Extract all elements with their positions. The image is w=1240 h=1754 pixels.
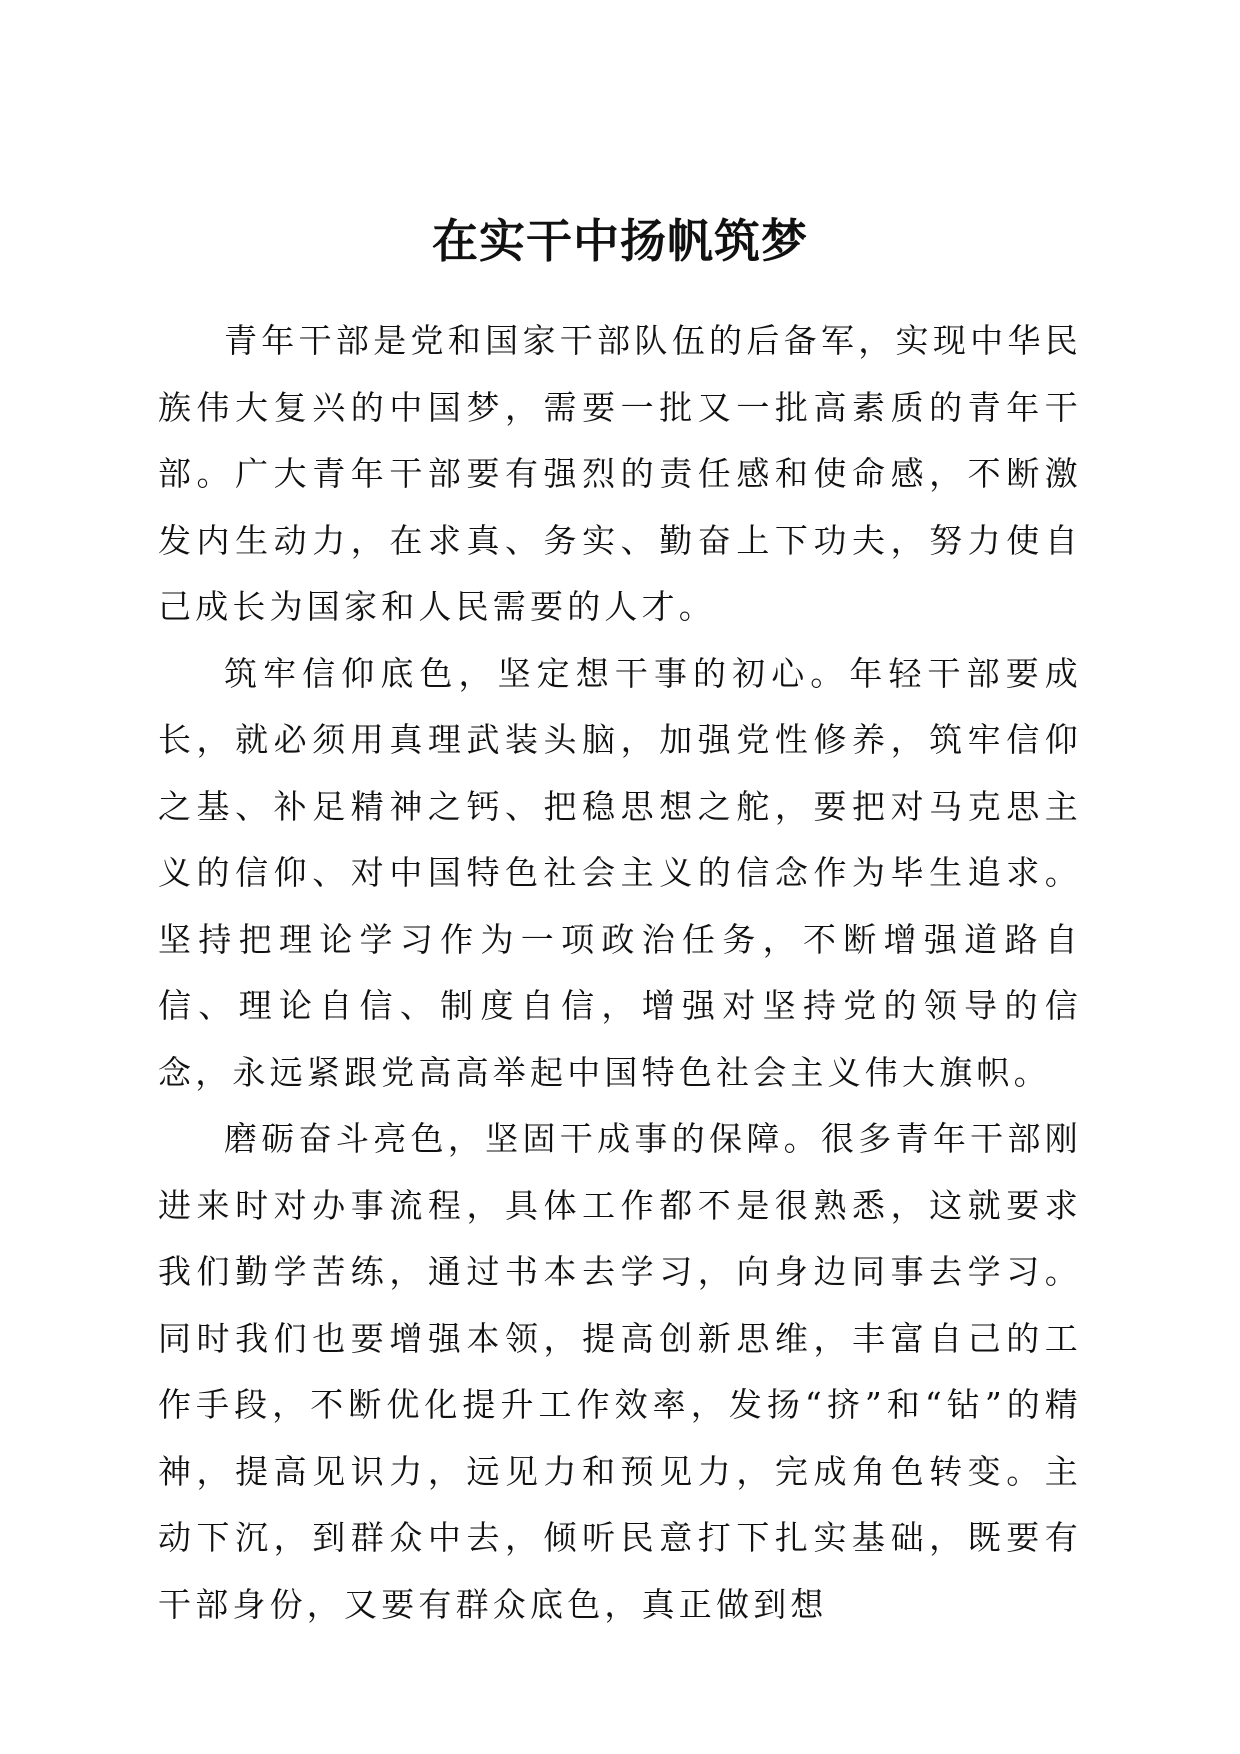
- page-title: 在实干中扬帆筑梦: [432, 213, 808, 268]
- paragraph-3: 磨砺奋斗亮色，坚固干成事的保障。很多青年干部刚进来时对办事流程，具体工作都不是很熟悉，这就要求我们勤学苦练，通过书本去学习，向身边同事去学习。同时我们也要增强本领，提高创新思维，丰富自己的工作手段，不断优化提升工作效率，发扬“挤”和“钻”的精神，提高见识力，远见力和预见力，完成角色转变。主动下沉，到群众中去，倾听民意打下扎实基础，既要有干部身份，又要有群众底色，真正做到想: [158, 1119, 1082, 1624]
- paragraph-2: 筑牢信仰底色，坚定想干事的初心。年轻干部要成长，就必须用真理武装头脑，加强党性修养，筑牢信仰之基、补足精神之钙、把稳思想之舵，要把对马克思主义的信仰、对中国特色社会主义的信念作为毕生追求。坚持把理论学习作为一项政治任务，不断增强道路自信、理论自信、制度自信，增强对坚持党的领导的信念，永远紧跟党高高举起中国特色社会主义伟大旗帜。: [158, 653, 1082, 1092]
- document-body: [158, 308, 1082, 1638]
- paragraph-1: 青年干部是党和国家干部队伍的后备军，实现中华民族伟大复兴的中国梦，需要一批又一批高素质的青年干部。广大青年干部要有强烈的责任感和使命感，不断激发内生动力，在求真、务实、勤奋上下功夫，努力使自己成长为国家和人民需要的人才。: [158, 321, 1082, 626]
